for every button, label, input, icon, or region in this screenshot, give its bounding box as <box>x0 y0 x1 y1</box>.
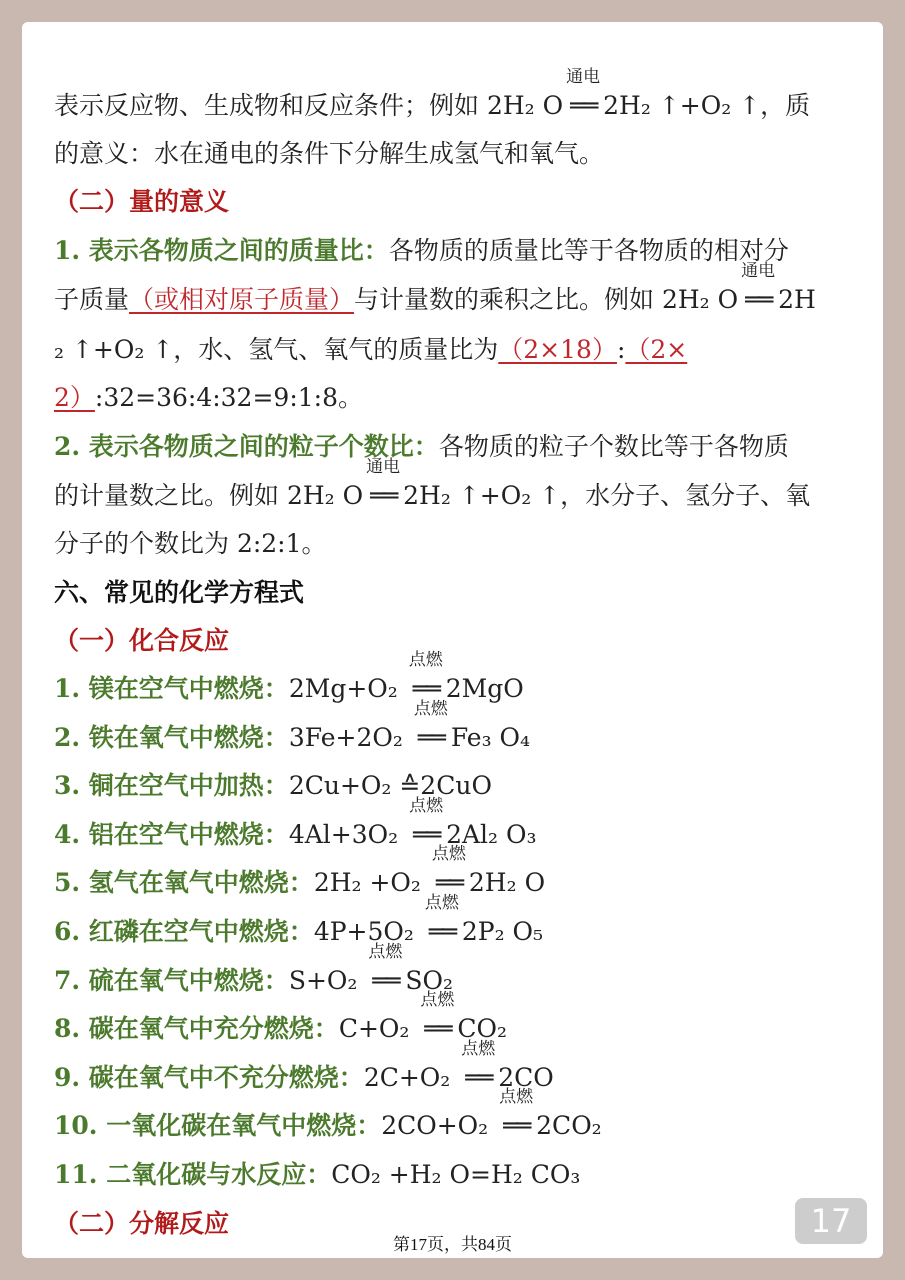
reaction-reactants: 2CO+O₂ <box>381 1111 497 1140</box>
reaction-reactants: 4Al+3O₂ <box>288 820 407 849</box>
reaction-label: 7. 硫在氧气中燃烧： <box>54 966 289 995</box>
reaction-products: CO₂ <box>457 1014 508 1043</box>
equation-sign: 点燃 ══ <box>413 699 448 752</box>
equation-sign: 点燃 ══ <box>368 942 403 995</box>
reaction-label: 2. 铁在氧气中燃烧： <box>54 723 289 752</box>
point-1-line-3 <box>54 334 687 366</box>
subsection-heading-decomposition: （二）分解反应 <box>54 1209 230 1238</box>
reaction-label: 6. 红磷在空气中燃烧： <box>54 917 314 946</box>
reaction-products: 2Al₂ O₃ <box>446 820 537 849</box>
reaction-reactants: 2H₂ +O₂ <box>313 868 429 897</box>
reaction-products: 2CO₂ <box>536 1111 602 1140</box>
reaction-products: 2H₂ O <box>468 868 546 897</box>
point-2-line-2 <box>54 457 811 512</box>
section-heading-quantity: （二）量的意义 <box>54 187 230 216</box>
intro-line-1 <box>54 67 811 122</box>
reaction-condition: 点燃 <box>431 844 466 864</box>
intro-text-tail: 2H₂ ↑+O₂ ↑，质 <box>603 91 811 120</box>
reaction-condition: 点燃 <box>368 942 403 962</box>
reaction-label: 8. 碳在氧气中充分燃烧： <box>54 1014 339 1043</box>
point-1-line-4 <box>54 382 363 414</box>
reaction-label: 9. 碳在氧气中不充分燃烧： <box>54 1063 364 1092</box>
point-2-heading: 2. 表示各物质之间的粒子个数比： <box>54 432 439 461</box>
reaction-reactants: S+O₂ <box>288 966 366 995</box>
reaction-item <box>54 942 454 997</box>
equation-sign: 通电 ══ <box>366 457 401 510</box>
reaction-label: 1. 镁在空气中燃烧： <box>54 674 289 703</box>
highlight-underlined: （2× <box>625 335 688 364</box>
equation-sign: 点燃 ══ <box>409 796 444 849</box>
highlight-underlined: （2×18） <box>498 335 617 364</box>
reaction-label: 3. 铜在空气中加热： <box>54 771 289 800</box>
point-1-text: : <box>616 335 626 364</box>
equation-sign: 点燃 ══ <box>420 990 455 1043</box>
point-1-line-1 <box>54 235 789 267</box>
intro-line-2: 的意义：水在通电的条件下分解生成氢气和氧气。 <box>54 139 605 168</box>
reaction-condition: 点燃 <box>420 990 455 1010</box>
reaction-condition: 点燃 <box>461 1039 496 1059</box>
reaction-reactants: 2Cu+O₂ <box>288 771 400 800</box>
reaction-reactants: CO₂ +H₂ O=H₂ CO₃ <box>331 1160 581 1189</box>
reaction-item <box>54 1087 602 1142</box>
reaction-item <box>54 990 508 1045</box>
reaction-label: 11. 二氧化碳与水反应： <box>54 1160 332 1189</box>
highlight-underlined: 2） <box>54 383 95 412</box>
reaction-products: Fe₃ O₄ <box>450 723 531 752</box>
reaction-products: 2MgO <box>445 674 524 703</box>
point-2-text: 的计量数之比。例如 2H₂ O <box>54 481 364 510</box>
equation-sign: 点燃 ══ <box>408 650 443 703</box>
reaction-products: SO₂ <box>405 966 454 995</box>
reaction-condition: 点燃 <box>424 893 459 913</box>
intro-text: 表示反应物、生成物和反应条件；例如 2H₂ O <box>54 91 564 120</box>
reaction-label: 5. 氢气在氧气中燃烧： <box>54 868 314 897</box>
point-1-text: 2H <box>778 285 816 314</box>
reaction-products: 2CO <box>498 1063 554 1092</box>
reaction-condition: 通电 <box>741 261 776 281</box>
reaction-products: 2P₂ O₅ <box>461 917 544 946</box>
reaction-reactants: 2Mg+O₂ <box>288 674 406 703</box>
point-1-heading: 1. 表示各物质之间的质量比： <box>54 236 389 265</box>
equation-sign: 点燃 ══ <box>424 893 459 946</box>
reaction-reactants: C+O₂ <box>338 1014 418 1043</box>
reaction-reactants: 2C+O₂ <box>363 1063 459 1092</box>
equation-sign: 点燃 ══ <box>499 1087 534 1140</box>
reaction-condition: 点燃 <box>499 1087 534 1107</box>
reaction-item <box>54 699 531 754</box>
subsection-heading-combination: （一）化合反应 <box>54 626 230 655</box>
reaction-reactants: 3Fe+2O₂ <box>288 723 411 752</box>
page-number-badge: 17 <box>795 1198 867 1244</box>
reaction-label: 10. 一氧化碳在氧气中燃烧： <box>54 1111 382 1140</box>
point-1-text: 与计量数的乘积之比。例如 2H₂ O <box>354 285 739 314</box>
reaction-label: 4. 铝在空气中燃烧： <box>54 820 289 849</box>
highlight-underlined: （或相对原子质量） <box>129 285 355 314</box>
reaction-condition: 点燃 <box>409 796 444 816</box>
reaction-item <box>54 1039 554 1094</box>
point-2-text: 2H₂ ↑+O₂ ↑，水分子、氢分子、氧 <box>403 481 811 510</box>
point-1-line-2 <box>54 261 816 316</box>
reaction-condition: 通电 <box>566 67 601 87</box>
reaction-products: ≙2CuO <box>399 771 492 800</box>
equation-sign: 点燃 ══ <box>461 1039 496 1092</box>
reaction-condition: 通电 <box>366 457 401 477</box>
point-1-text: ₂ ↑+O₂ ↑，水、氢气、氧气的质量比为 <box>54 335 499 364</box>
reaction-condition: 点燃 <box>413 699 448 719</box>
reaction-condition: 点燃 <box>408 650 443 670</box>
reaction-item <box>54 650 524 705</box>
page-footer: 第17页，共84页 <box>393 1235 512 1254</box>
point-2-line-1 <box>54 431 789 463</box>
point-1-text: 子质量 <box>54 285 130 314</box>
point-1-text: :32=36:4:32=9:1:8。 <box>94 383 363 412</box>
reaction-item <box>54 844 546 899</box>
equation-sign: 点燃 ══ <box>431 844 466 897</box>
equation-sign: 通电 ══ <box>741 261 776 314</box>
point-1-text: 各物质的质量比等于各物质的相对分 <box>388 236 789 265</box>
reaction-item <box>54 1159 580 1191</box>
reaction-item <box>54 893 544 948</box>
point-2-text: 各物质的粒子个数比等于各物质 <box>438 432 789 461</box>
equation-sign: 通电 ══ <box>566 67 601 120</box>
section-heading-equations: 六、常见的化学方程式 <box>54 578 305 607</box>
point-2-line-3: 分子的个数比为 2:2:1。 <box>54 529 327 558</box>
document-page <box>22 22 883 1258</box>
reaction-reactants: 4P+5O₂ <box>313 917 422 946</box>
